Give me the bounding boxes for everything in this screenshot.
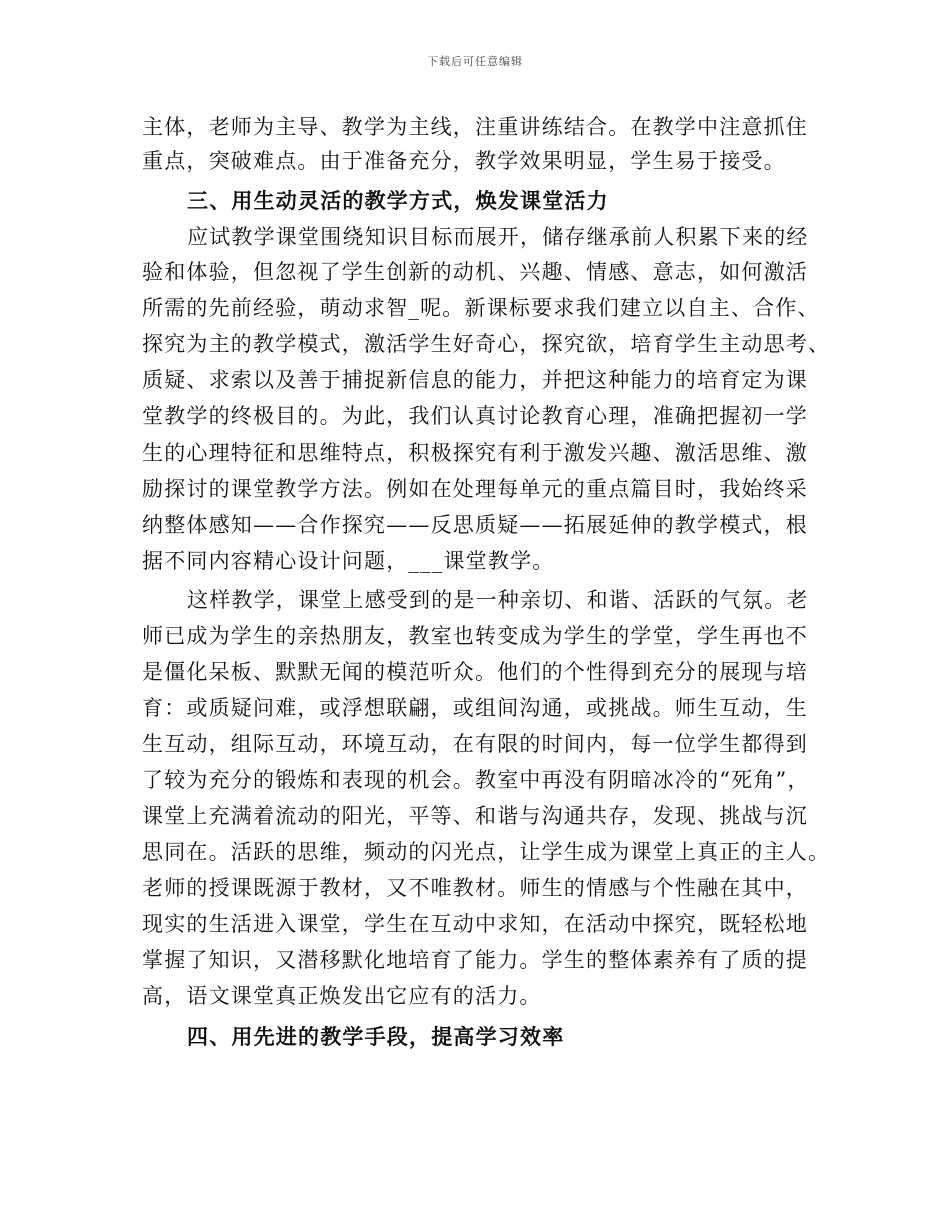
text-line: 课堂上充满着流动的阳光，平等、和谐与沟通共存，发现、挑战与沉 [142,804,808,828]
page-header: 下载后可任意编辑 [427,55,523,68]
text-line: 所需的先前经验，萌动求智_呢。新课标要求我们建立以自主、合作、 [142,296,820,320]
text-line: 掌握了知识，又潜移默化地培育了能力。学生的整体素养有了质的提 [142,948,808,972]
text-line: 据不同内容精心设计问题，___课堂教学。 [142,549,555,573]
text-line: 生的心理特征和思维特点，积极探究有利于激发兴趣、激活思维、激 [142,441,808,465]
text-line: 生互动，组际互动，环境互动，在有限的时间内，每一位学生都得到 [142,732,808,756]
text-line: 了较为充分的锻炼和表现的机会。教室中再没有阴暗冰冷的“死角”， [142,768,810,792]
paragraph-first-line: 应试教学课堂围绕知识目标而展开，储存继承前人积累下来的经 [187,225,809,249]
text-line: 高，语文课堂真正焕发出它应有的活力。 [142,984,542,1008]
text-line: 现实的生活进入课堂，学生在互动中求知，在活动中探究，既轻松地 [142,912,808,936]
text-line: 老师的授课既源于教材，又不唯教材。师生的情感与个性融在其中， [142,876,808,900]
text-line: 思同在。活跃的思维，频动的闪光点，让学生成为课堂上真正的主人。 [142,840,831,864]
text-line: 师已成为学生的亲热朋友，教室也转变成为学生的学堂，学生再也不 [142,624,808,648]
text-line: 主体，老师为主导、教学为主线，注重讲练结合。在教学中注意抓住 [142,115,808,139]
text-line: 验和体验，但忽视了学生创新的动机、兴趣、情感、意志，如何激活 [142,260,808,284]
section-heading: 三、用生动灵活的教学方式，焕发课堂活力 [187,188,609,213]
paragraph-first-line: 这样教学，课堂上感受到的是一种亲切、和谐、活跃的气氛。老 [187,588,809,612]
section-heading: 四、用先进的教学手段，提高学习效率 [187,1024,565,1049]
text-line: 质疑、求索以及善于捕捉新信息的能力，并把这种能力的培育定为课 [142,368,808,392]
text-line: 育：或质疑问难，或浮想联翩，或组间沟通，或挑战。师生互动，生 [142,696,808,720]
text-line: 是僵化呆板、默默无闻的模范听众。他们的个性得到充分的展现与培 [142,660,808,684]
text-line: 探究为主的教学模式，激活学生好奇心，探究欲，培育学生主动思考、 [142,332,831,356]
text-line: 堂教学的终极目的。为此，我们认真讨论教育心理，准确把握初一学 [142,404,808,428]
text-line: 励探讨的课堂教学方法。例如在处理每单元的重点篇目时，我始终采 [142,477,808,501]
text-line: 纳整体感知——合作探究——反思质疑——拓展延伸的教学模式，根 [142,513,808,537]
text-line: 重点，突破难点。由于准备充分，教学效果明显，学生易于接受。 [142,149,786,173]
